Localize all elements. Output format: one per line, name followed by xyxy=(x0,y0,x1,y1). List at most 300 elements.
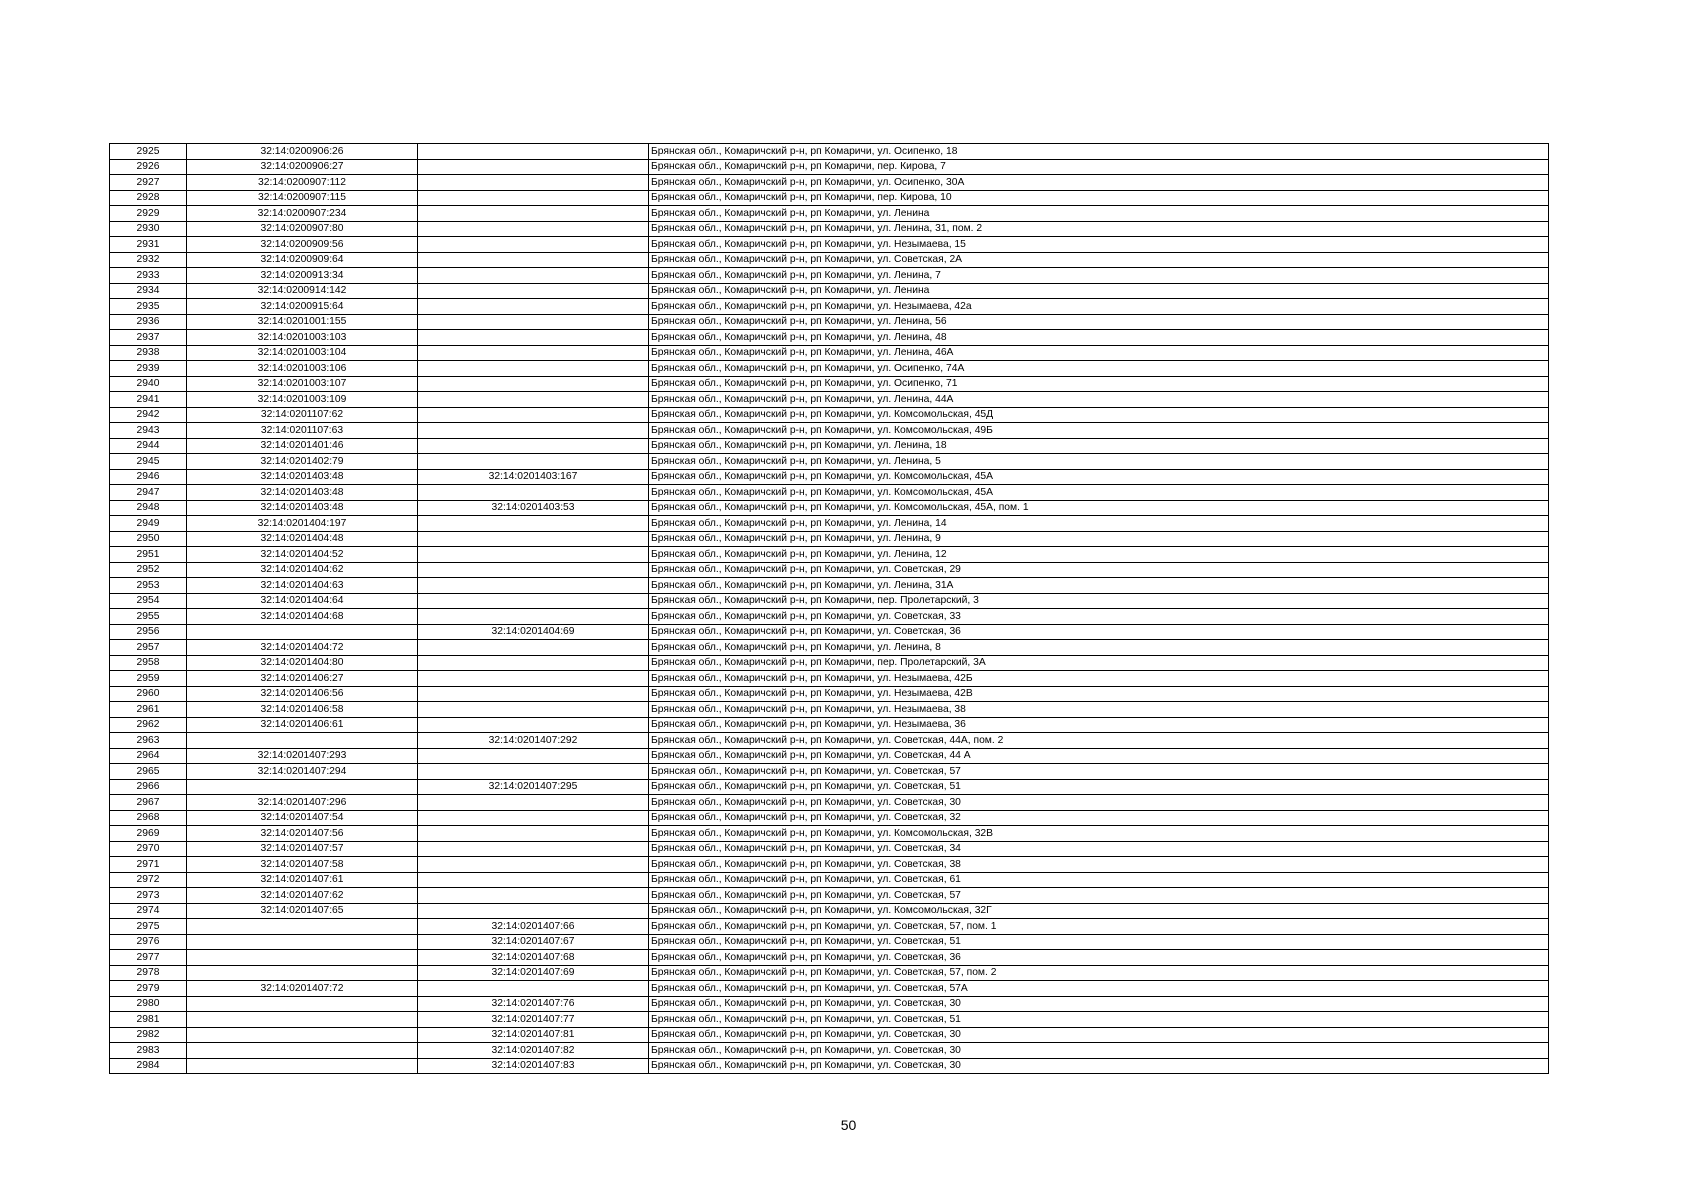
cadastral-number-cell: 32:14:0200914:142 xyxy=(187,283,418,299)
sub-cadastral-number-cell xyxy=(418,981,649,997)
registry-table-body xyxy=(110,144,1549,1074)
address-cell: Брянская обл., Комаричский р-н, рп Комаричи, ул. Ленина, 8 xyxy=(649,640,1549,656)
row-number-cell: 2973 xyxy=(110,888,187,904)
cadastral-number-cell: 32:14:0201401:46 xyxy=(187,438,418,454)
row-number-cell: 2938 xyxy=(110,345,187,361)
row-number-cell: 2931 xyxy=(110,237,187,253)
cadastral-number-cell: 32:14:0200907:115 xyxy=(187,190,418,206)
address-cell: Брянская обл., Комаричский р-н, рп Комаричи, ул. Советская, 36 xyxy=(649,950,1549,966)
address-cell: Брянская обл., Комаричский р-н, рп Комаричи, ул. Советская, 30 xyxy=(649,1058,1549,1074)
address-cell: Брянская обл., Комаричский р-н, рп Комаричи, ул. Советская, 51 xyxy=(649,779,1549,795)
cadastral-number-cell: 32:14:0201404:48 xyxy=(187,531,418,547)
cadastral-number-cell: 32:14:0200909:64 xyxy=(187,252,418,268)
address-cell: Брянская обл., Комаричский р-н, рп Комаричи, ул. Незымаева, 38 xyxy=(649,702,1549,718)
sub-cadastral-number-cell: 32:14:0201407:77 xyxy=(418,1012,649,1028)
row-number-cell: 2925 xyxy=(110,144,187,160)
sub-cadastral-number-cell xyxy=(418,144,649,160)
table-row xyxy=(110,252,1549,268)
sub-cadastral-number-cell xyxy=(418,593,649,609)
sub-cadastral-number-cell xyxy=(418,748,649,764)
table-row xyxy=(110,655,1549,671)
cadastral-number-cell: 32:14:0201404:62 xyxy=(187,562,418,578)
cadastral-number-cell xyxy=(187,934,418,950)
table-row xyxy=(110,423,1549,439)
row-number-cell: 2945 xyxy=(110,454,187,470)
cadastral-number-cell: 32:14:0201407:72 xyxy=(187,981,418,997)
row-number-cell: 2964 xyxy=(110,748,187,764)
sub-cadastral-number-cell xyxy=(418,252,649,268)
table-row xyxy=(110,190,1549,206)
address-cell: Брянская обл., Комаричский р-н, рп Комаричи, ул. Советская, 44А, пом. 2 xyxy=(649,733,1549,749)
sub-cadastral-number-cell xyxy=(418,237,649,253)
sub-cadastral-number-cell xyxy=(418,361,649,377)
row-number-cell: 2956 xyxy=(110,624,187,640)
table-row xyxy=(110,1058,1549,1074)
row-number-cell: 2971 xyxy=(110,857,187,873)
address-cell: Брянская обл., Комаричский р-н, рп Комаричи, ул. Незымаева, 15 xyxy=(649,237,1549,253)
row-number-cell: 2961 xyxy=(110,702,187,718)
address-cell: Брянская обл., Комаричский р-н, рп Комаричи, ул. Незымаева, 42В xyxy=(649,686,1549,702)
address-cell: Брянская обл., Комаричский р-н, рп Комаричи, ул. Советская, 2А xyxy=(649,252,1549,268)
row-number-cell: 2928 xyxy=(110,190,187,206)
row-number-cell: 2962 xyxy=(110,717,187,733)
sub-cadastral-number-cell: 32:14:0201407:66 xyxy=(418,919,649,935)
table-row xyxy=(110,640,1549,656)
address-cell: Брянская обл., Комаричский р-н, рп Комаричи, ул. Ленина, 5 xyxy=(649,454,1549,470)
row-number-cell: 2929 xyxy=(110,206,187,222)
address-cell: Брянская обл., Комаричский р-н, рп Комаричи, пер. Кирова, 7 xyxy=(649,159,1549,175)
table-row xyxy=(110,175,1549,191)
address-cell: Брянская обл., Комаричский р-н, рп Комаричи, ул. Советская, 51 xyxy=(649,1012,1549,1028)
row-number-cell: 2963 xyxy=(110,733,187,749)
address-cell: Брянская обл., Комаричский р-н, рп Комаричи, ул. Комсомольская, 32В xyxy=(649,826,1549,842)
row-number-cell: 2983 xyxy=(110,1043,187,1059)
row-number-cell: 2946 xyxy=(110,469,187,485)
sub-cadastral-number-cell xyxy=(418,903,649,919)
address-cell: Брянская обл., Комаричский р-н, рп Комаричи, пер. Пролетарский, 3 xyxy=(649,593,1549,609)
address-cell: Брянская обл., Комаричский р-н, рп Комаричи, ул. Советская, 33 xyxy=(649,609,1549,625)
row-number-cell: 2976 xyxy=(110,934,187,950)
table-row xyxy=(110,1043,1549,1059)
address-cell: Брянская обл., Комаричский р-н, рп Комаричи, ул. Ленина, 9 xyxy=(649,531,1549,547)
sub-cadastral-number-cell xyxy=(418,206,649,222)
cadastral-number-cell: 32:14:0201404:197 xyxy=(187,516,418,532)
row-number-cell: 2941 xyxy=(110,392,187,408)
table-row xyxy=(110,314,1549,330)
table-row xyxy=(110,950,1549,966)
table-row xyxy=(110,1012,1549,1028)
cadastral-number-cell: 32:14:0201407:54 xyxy=(187,810,418,826)
sub-cadastral-number-cell xyxy=(418,872,649,888)
table-row xyxy=(110,609,1549,625)
sub-cadastral-number-cell xyxy=(418,888,649,904)
table-row xyxy=(110,221,1549,237)
table-row xyxy=(110,454,1549,470)
cadastral-number-cell: 32:14:0201403:48 xyxy=(187,485,418,501)
address-cell: Брянская обл., Комаричский р-н, рп Комаричи, ул. Комсомольская, 45Д xyxy=(649,407,1549,423)
table-row xyxy=(110,888,1549,904)
cadastral-number-cell: 32:14:0201406:27 xyxy=(187,671,418,687)
sub-cadastral-number-cell xyxy=(418,609,649,625)
table-row xyxy=(110,531,1549,547)
sub-cadastral-number-cell xyxy=(418,516,649,532)
cadastral-number-cell xyxy=(187,1058,418,1074)
sub-cadastral-number-cell xyxy=(418,795,649,811)
sub-cadastral-number-cell xyxy=(418,671,649,687)
cadastral-number-cell: 32:14:0201406:61 xyxy=(187,717,418,733)
row-number-cell: 2966 xyxy=(110,779,187,795)
cadastral-number-cell xyxy=(187,779,418,795)
sub-cadastral-number-cell: 32:14:0201407:83 xyxy=(418,1058,649,1074)
row-number-cell: 2947 xyxy=(110,485,187,501)
address-cell: Брянская обл., Комаричский р-н, рп Комаричи, ул. Советская, 61 xyxy=(649,872,1549,888)
sub-cadastral-number-cell: 32:14:0201407:69 xyxy=(418,965,649,981)
row-number-cell: 2937 xyxy=(110,330,187,346)
sub-cadastral-number-cell xyxy=(418,764,649,780)
sub-cadastral-number-cell xyxy=(418,640,649,656)
address-cell: Брянская обл., Комаричский р-н, рп Комаричи, ул. Советская, 32 xyxy=(649,810,1549,826)
row-number-cell: 2967 xyxy=(110,795,187,811)
address-cell: Брянская обл., Комаричский р-н, рп Комаричи, ул. Незымаева, 42Б xyxy=(649,671,1549,687)
cadastral-number-cell: 32:14:0201107:63 xyxy=(187,423,418,439)
sub-cadastral-number-cell xyxy=(418,454,649,470)
cadastral-number-cell: 32:14:0201407:62 xyxy=(187,888,418,904)
address-cell: Брянская обл., Комаричский р-н, рп Комаричи, ул. Советская, 36 xyxy=(649,624,1549,640)
row-number-cell: 2934 xyxy=(110,283,187,299)
cadastral-number-cell: 32:14:0200906:27 xyxy=(187,159,418,175)
row-number-cell: 2935 xyxy=(110,299,187,315)
sub-cadastral-number-cell xyxy=(418,175,649,191)
row-number-cell: 2949 xyxy=(110,516,187,532)
cadastral-number-cell: 32:14:0201003:106 xyxy=(187,361,418,377)
address-cell: Брянская обл., Комаричский р-н, рп Комаричи, ул. Советская, 57А xyxy=(649,981,1549,997)
table-row xyxy=(110,965,1549,981)
row-number-cell: 2948 xyxy=(110,500,187,516)
row-number-cell: 2927 xyxy=(110,175,187,191)
table-row xyxy=(110,562,1549,578)
cadastral-number-cell: 32:14:0201404:68 xyxy=(187,609,418,625)
address-cell: Брянская обл., Комаричский р-н, рп Комаричи, ул. Советская, 57 xyxy=(649,764,1549,780)
address-cell: Брянская обл., Комаричский р-н, рп Комаричи, ул. Советская, 44 А xyxy=(649,748,1549,764)
cadastral-number-cell xyxy=(187,919,418,935)
address-cell: Брянская обл., Комаричский р-н, рп Комаричи, ул. Незымаева, 36 xyxy=(649,717,1549,733)
address-cell: Брянская обл., Комаричский р-н, рп Комаричи, ул. Комсомольская, 45А, пом. 1 xyxy=(649,500,1549,516)
table-row xyxy=(110,330,1549,346)
cadastral-number-cell: 32:14:0200907:234 xyxy=(187,206,418,222)
address-cell: Брянская обл., Комаричский р-н, рп Комаричи, ул. Советская, 57, пом. 2 xyxy=(649,965,1549,981)
sub-cadastral-number-cell: 32:14:0201404:69 xyxy=(418,624,649,640)
table-row xyxy=(110,717,1549,733)
row-number-cell: 2970 xyxy=(110,841,187,857)
table-row xyxy=(110,283,1549,299)
address-cell: Брянская обл., Комаричский р-н, рп Комаричи, ул. Ленина, 46А xyxy=(649,345,1549,361)
table-row xyxy=(110,1027,1549,1043)
address-cell: Брянская обл., Комаричский р-н, рп Комаричи, ул. Советская, 30 xyxy=(649,795,1549,811)
row-number-cell: 2940 xyxy=(110,376,187,392)
row-number-cell: 2936 xyxy=(110,314,187,330)
property-registry-table xyxy=(109,143,1549,1074)
address-cell: Брянская обл., Комаричский р-н, рп Комаричи, ул. Незымаева, 42а xyxy=(649,299,1549,315)
table-row xyxy=(110,857,1549,873)
table-row xyxy=(110,981,1549,997)
sub-cadastral-number-cell xyxy=(418,655,649,671)
row-number-cell: 2955 xyxy=(110,609,187,625)
address-cell: Брянская обл., Комаричский р-н, рп Комаричи, ул. Советская, 51 xyxy=(649,934,1549,950)
row-number-cell: 2944 xyxy=(110,438,187,454)
table-row xyxy=(110,361,1549,377)
address-cell: Брянская обл., Комаричский р-н, рп Комаричи, ул. Ленина, 56 xyxy=(649,314,1549,330)
cadastral-number-cell: 32:14:0201403:48 xyxy=(187,500,418,516)
cadastral-number-cell: 32:14:0201003:107 xyxy=(187,376,418,392)
cadastral-number-cell: 32:14:0200906:26 xyxy=(187,144,418,160)
cadastral-number-cell: 32:14:0201001:155 xyxy=(187,314,418,330)
address-cell: Брянская обл., Комаричский р-н, рп Комаричи, пер. Кирова, 10 xyxy=(649,190,1549,206)
sub-cadastral-number-cell xyxy=(418,268,649,284)
sub-cadastral-number-cell xyxy=(418,547,649,563)
address-cell: Брянская обл., Комаричский р-н, рп Комаричи, ул. Советская, 30 xyxy=(649,1027,1549,1043)
row-number-cell: 2939 xyxy=(110,361,187,377)
cadastral-number-cell: 32:14:0201402:79 xyxy=(187,454,418,470)
cadastral-number-cell xyxy=(187,624,418,640)
sub-cadastral-number-cell xyxy=(418,485,649,501)
table-row xyxy=(110,733,1549,749)
cadastral-number-cell xyxy=(187,965,418,981)
table-row xyxy=(110,376,1549,392)
table-row xyxy=(110,624,1549,640)
table-row xyxy=(110,934,1549,950)
page-number: 50 xyxy=(840,1117,857,1133)
row-number-cell: 2982 xyxy=(110,1027,187,1043)
sub-cadastral-number-cell xyxy=(418,392,649,408)
sub-cadastral-number-cell: 32:14:0201407:295 xyxy=(418,779,649,795)
row-number-cell: 2972 xyxy=(110,872,187,888)
table-row xyxy=(110,206,1549,222)
table-row xyxy=(110,686,1549,702)
address-cell: Брянская обл., Комаричский р-н, рп Комаричи, ул. Комсомольская, 45А xyxy=(649,469,1549,485)
address-cell: Брянская обл., Комаричский р-н, рп Комаричи, ул. Ленина, 31А xyxy=(649,578,1549,594)
table-row xyxy=(110,578,1549,594)
cadastral-number-cell: 32:14:0200915:64 xyxy=(187,299,418,315)
sub-cadastral-number-cell xyxy=(418,531,649,547)
address-cell: Брянская обл., Комаричский р-н, рп Комаричи, ул. Советская, 57, пом. 1 xyxy=(649,919,1549,935)
cadastral-number-cell: 32:14:0201403:48 xyxy=(187,469,418,485)
table-row xyxy=(110,407,1549,423)
table-row xyxy=(110,795,1549,811)
sub-cadastral-number-cell: 32:14:0201403:167 xyxy=(418,469,649,485)
sub-cadastral-number-cell xyxy=(418,221,649,237)
cadastral-number-cell: 32:14:0201404:63 xyxy=(187,578,418,594)
address-cell: Брянская обл., Комаричский р-н, рп Комаричи, ул. Ленина, 44А xyxy=(649,392,1549,408)
sub-cadastral-number-cell xyxy=(418,314,649,330)
cadastral-number-cell: 32:14:0201407:294 xyxy=(187,764,418,780)
row-number-cell: 2954 xyxy=(110,593,187,609)
sub-cadastral-number-cell xyxy=(418,841,649,857)
cadastral-number-cell xyxy=(187,1027,418,1043)
sub-cadastral-number-cell: 32:14:0201407:76 xyxy=(418,996,649,1012)
cadastral-number-cell: 32:14:0201404:64 xyxy=(187,593,418,609)
cadastral-number-cell: 32:14:0201003:104 xyxy=(187,345,418,361)
sub-cadastral-number-cell xyxy=(418,857,649,873)
address-cell: Брянская обл., Комаричский р-н, рп Комаричи, ул. Советская, 30 xyxy=(649,996,1549,1012)
address-cell: Брянская обл., Комаричский р-н, рп Комаричи, пер. Пролетарский, 3А xyxy=(649,655,1549,671)
table-row xyxy=(110,392,1549,408)
cadastral-number-cell xyxy=(187,996,418,1012)
row-number-cell: 2974 xyxy=(110,903,187,919)
row-number-cell: 2930 xyxy=(110,221,187,237)
cadastral-number-cell: 32:14:0201404:72 xyxy=(187,640,418,656)
cadastral-number-cell: 32:14:0201407:56 xyxy=(187,826,418,842)
cadastral-number-cell: 32:14:0201406:56 xyxy=(187,686,418,702)
cadastral-number-cell: 32:14:0201404:80 xyxy=(187,655,418,671)
address-cell: Брянская обл., Комаричский р-н, рп Комаричи, ул. Комсомольская, 45А xyxy=(649,485,1549,501)
row-number-cell: 2965 xyxy=(110,764,187,780)
address-cell: Брянская обл., Комаричский р-н, рп Комаричи, ул. Ленина, 7 xyxy=(649,268,1549,284)
row-number-cell: 2932 xyxy=(110,252,187,268)
address-cell: Брянская обл., Комаричский р-н, рп Комаричи, ул. Советская, 29 xyxy=(649,562,1549,578)
row-number-cell: 2968 xyxy=(110,810,187,826)
row-number-cell: 2942 xyxy=(110,407,187,423)
table-row xyxy=(110,345,1549,361)
sub-cadastral-number-cell xyxy=(418,810,649,826)
address-cell: Брянская обл., Комаричский р-н, рп Комаричи, ул. Ленина, 18 xyxy=(649,438,1549,454)
table-row xyxy=(110,144,1549,160)
row-number-cell: 2957 xyxy=(110,640,187,656)
table-row xyxy=(110,810,1549,826)
cadastral-number-cell: 32:14:0201407:65 xyxy=(187,903,418,919)
sub-cadastral-number-cell xyxy=(418,345,649,361)
table-row xyxy=(110,872,1549,888)
address-cell: Брянская обл., Комаричский р-н, рп Комаричи, ул. Осипенко, 74А xyxy=(649,361,1549,377)
sub-cadastral-number-cell xyxy=(418,578,649,594)
table-row xyxy=(110,748,1549,764)
cadastral-number-cell: 32:14:0200909:56 xyxy=(187,237,418,253)
sub-cadastral-number-cell xyxy=(418,826,649,842)
address-cell: Брянская обл., Комаричский р-н, рп Комаричи, ул. Советская, 30 xyxy=(649,1043,1549,1059)
row-number-cell: 2953 xyxy=(110,578,187,594)
address-cell: Брянская обл., Комаричский р-н, рп Комаричи, ул. Ленина xyxy=(649,206,1549,222)
row-number-cell: 2933 xyxy=(110,268,187,284)
address-cell: Брянская обл., Комаричский р-н, рп Комаричи, ул. Комсомольская, 49Б xyxy=(649,423,1549,439)
table-row xyxy=(110,547,1549,563)
cadastral-number-cell: 32:14:0200907:112 xyxy=(187,175,418,191)
address-cell: Брянская обл., Комаричский р-н, рп Комаричи, ул. Советская, 38 xyxy=(649,857,1549,873)
sub-cadastral-number-cell xyxy=(418,283,649,299)
sub-cadastral-number-cell xyxy=(418,299,649,315)
sub-cadastral-number-cell xyxy=(418,159,649,175)
sub-cadastral-number-cell xyxy=(418,562,649,578)
row-number-cell: 2981 xyxy=(110,1012,187,1028)
cadastral-number-cell xyxy=(187,950,418,966)
row-number-cell: 2977 xyxy=(110,950,187,966)
row-number-cell: 2978 xyxy=(110,965,187,981)
row-number-cell: 2943 xyxy=(110,423,187,439)
address-cell: Брянская обл., Комаричский р-н, рп Комаричи, ул. Осипенко, 30А xyxy=(649,175,1549,191)
row-number-cell: 2984 xyxy=(110,1058,187,1074)
table-row xyxy=(110,237,1549,253)
sub-cadastral-number-cell: 32:14:0201407:67 xyxy=(418,934,649,950)
sub-cadastral-number-cell xyxy=(418,330,649,346)
address-cell: Брянская обл., Комаричский р-н, рп Комаричи, ул. Ленина xyxy=(649,283,1549,299)
row-number-cell: 2960 xyxy=(110,686,187,702)
cadastral-number-cell: 32:14:0200907:80 xyxy=(187,221,418,237)
table-row xyxy=(110,779,1549,795)
address-cell: Брянская обл., Комаричский р-н, рп Комаричи, ул. Комсомольская, 32Г xyxy=(649,903,1549,919)
table-row xyxy=(110,919,1549,935)
table-row xyxy=(110,159,1549,175)
table-row xyxy=(110,903,1549,919)
sub-cadastral-number-cell xyxy=(418,376,649,392)
sub-cadastral-number-cell: 32:14:0201407:68 xyxy=(418,950,649,966)
cadastral-number-cell: 32:14:0201407:57 xyxy=(187,841,418,857)
table-row xyxy=(110,299,1549,315)
address-cell: Брянская обл., Комаричский р-н, рп Комаричи, ул. Осипенко, 71 xyxy=(649,376,1549,392)
table-row xyxy=(110,764,1549,780)
table-row xyxy=(110,841,1549,857)
address-cell: Брянская обл., Комаричский р-н, рп Комаричи, ул. Ленина, 12 xyxy=(649,547,1549,563)
cadastral-number-cell: 32:14:0201003:109 xyxy=(187,392,418,408)
row-number-cell: 2950 xyxy=(110,531,187,547)
row-number-cell: 2980 xyxy=(110,996,187,1012)
sub-cadastral-number-cell xyxy=(418,438,649,454)
table-row xyxy=(110,485,1549,501)
sub-cadastral-number-cell xyxy=(418,190,649,206)
table-row xyxy=(110,438,1549,454)
row-number-cell: 2959 xyxy=(110,671,187,687)
cadastral-number-cell xyxy=(187,1043,418,1059)
table-row xyxy=(110,996,1549,1012)
cadastral-number-cell xyxy=(187,733,418,749)
cadastral-number-cell: 32:14:0200913:34 xyxy=(187,268,418,284)
table-row xyxy=(110,469,1549,485)
table-row xyxy=(110,500,1549,516)
cadastral-number-cell: 32:14:0201406:58 xyxy=(187,702,418,718)
cadastral-number-cell xyxy=(187,1012,418,1028)
cadastral-number-cell: 32:14:0201407:293 xyxy=(187,748,418,764)
table-row xyxy=(110,593,1549,609)
cadastral-number-cell: 32:14:0201407:61 xyxy=(187,872,418,888)
table-row xyxy=(110,826,1549,842)
cadastral-number-cell: 32:14:0201407:58 xyxy=(187,857,418,873)
row-number-cell: 2952 xyxy=(110,562,187,578)
address-cell: Брянская обл., Комаричский р-н, рп Комаричи, ул. Ленина, 31, пом. 2 xyxy=(649,221,1549,237)
sub-cadastral-number-cell: 32:14:0201407:81 xyxy=(418,1027,649,1043)
table-row xyxy=(110,671,1549,687)
address-cell: Брянская обл., Комаричский р-н, рп Комаричи, ул. Советская, 57 xyxy=(649,888,1549,904)
cadastral-number-cell: 32:14:0201407:296 xyxy=(187,795,418,811)
table-row xyxy=(110,268,1549,284)
row-number-cell: 2969 xyxy=(110,826,187,842)
row-number-cell: 2979 xyxy=(110,981,187,997)
cadastral-number-cell: 32:14:0201003:103 xyxy=(187,330,418,346)
sub-cadastral-number-cell xyxy=(418,717,649,733)
sub-cadastral-number-cell: 32:14:0201403:53 xyxy=(418,500,649,516)
address-cell: Брянская обл., Комаричский р-н, рп Комаричи, ул. Советская, 34 xyxy=(649,841,1549,857)
address-cell: Брянская обл., Комаричский р-н, рп Комаричи, ул. Ленина, 48 xyxy=(649,330,1549,346)
cadastral-number-cell: 32:14:0201107:62 xyxy=(187,407,418,423)
cadastral-number-cell: 32:14:0201404:52 xyxy=(187,547,418,563)
sub-cadastral-number-cell xyxy=(418,686,649,702)
address-cell: Брянская обл., Комаричский р-н, рп Комаричи, ул. Осипенко, 18 xyxy=(649,144,1549,160)
sub-cadastral-number-cell xyxy=(418,407,649,423)
address-cell: Брянская обл., Комаричский р-н, рп Комаричи, ул. Ленина, 14 xyxy=(649,516,1549,532)
row-number-cell: 2975 xyxy=(110,919,187,935)
row-number-cell: 2951 xyxy=(110,547,187,563)
table-row xyxy=(110,516,1549,532)
row-number-cell: 2926 xyxy=(110,159,187,175)
sub-cadastral-number-cell: 32:14:0201407:82 xyxy=(418,1043,649,1059)
sub-cadastral-number-cell xyxy=(418,423,649,439)
sub-cadastral-number-cell: 32:14:0201407:292 xyxy=(418,733,649,749)
